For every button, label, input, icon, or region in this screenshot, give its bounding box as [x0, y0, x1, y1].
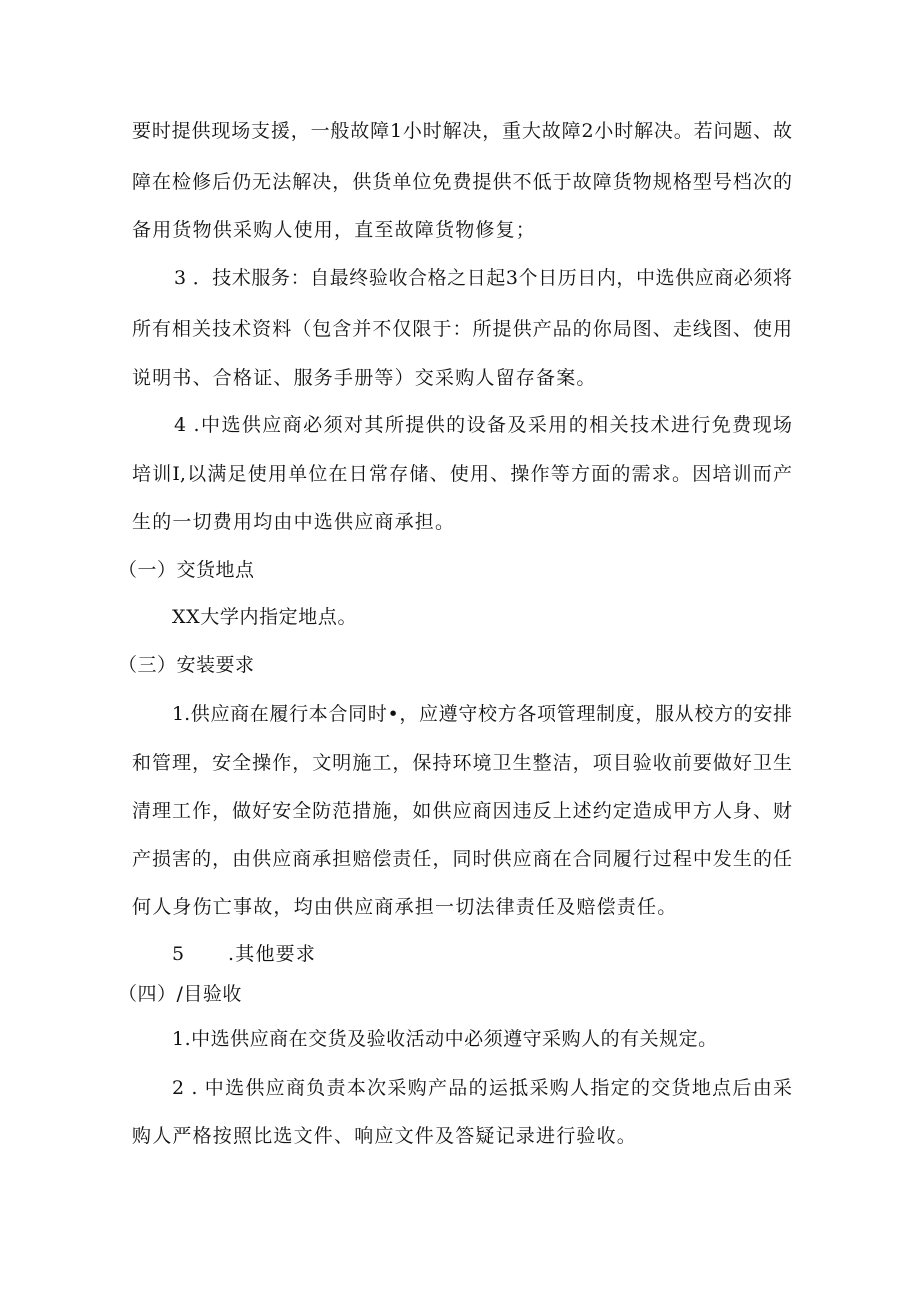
paragraph-5-line-2: 和管理，安全操作，文明施工，保持环境卫生整洁，项目验收前要做好卫生 — [132, 752, 792, 774]
list-number-5: 5 — [172, 943, 186, 965]
paragraph-5-line-1: 1.供应商在履行本合同时•，应遵守校方各项管理制度，服从校方的安排 — [172, 703, 792, 725]
paragraph-5-line-4: 产损害的，由供应商承担赔偿责任，同时供应商在合同履行过程中发生的任 — [132, 848, 792, 870]
paragraph-2-line-3: 说明书、合格证、服务手册等）交采购人留存备案。 — [132, 367, 597, 389]
paragraph-1-line-1: 要时提供现场支援，一般故障1小时解决，重大故障2小时解决。若问题、故 — [132, 120, 792, 142]
paragraph-1-line-3: 备用货物供采购人使用，直至故障货物修复； — [132, 219, 537, 241]
paragraph-acceptance-2-line-1: 2 . 中选供应商负责本次采购产品的运抵采购人指定的交货地点后由采 — [172, 1077, 792, 1099]
paragraph-3-line-1: 4 .中选供应商必须对其所提供的设备及采用的相关技术进行免费现场 — [174, 414, 792, 436]
section-heading-delivery-location: （一）交货地点 — [118, 559, 255, 581]
paragraph-5-line-3: 清理工作，做好安全防范措施，如供应商因违反上述约定造成甲方人身、财 — [132, 800, 792, 822]
section-heading-acceptance: （四）/目验收 — [118, 983, 242, 1005]
paragraph-1-line-2: 障在检修后仍无法解决，供货单位免费提供不低于故障货物规格型号档次的 — [132, 171, 792, 193]
paragraph-2-line-1: 3 ．技术服务：自最终验收合格之日起3个日历日内，中选供应商必须将 — [174, 267, 792, 289]
paragraph-3-line-2: 培训I,以满足使用单位在日常存储、使用、操作等方面的需求。因培训而产 — [132, 463, 792, 485]
section-heading-installation: （三）安装要求 — [118, 654, 255, 676]
paragraph-acceptance-2-line-2: 购人严格按照比选文件、响应文件及答疑记录进行验收。 — [132, 1125, 638, 1147]
paragraph-2-line-2: 所有相关技术资料（包含并不仅限于：所提供产品的你局图、走线图、使用 — [132, 318, 792, 340]
paragraph-acceptance-1: 1.中选供应商在交货及验收活动中必须遵守采购人的有关规定。 — [172, 1028, 718, 1050]
paragraph-5-line-5: 何人身伤亡事故，均由供应商承担一切法律责任及赔偿责任。 — [132, 896, 678, 918]
paragraph-delivery-location: XX大学内指定地点。 — [172, 606, 358, 628]
paragraph-other-requirements: .其他要求 — [228, 943, 317, 965]
paragraph-3-line-3: 生的一切费用均由中选供应商承担。 — [132, 511, 456, 533]
